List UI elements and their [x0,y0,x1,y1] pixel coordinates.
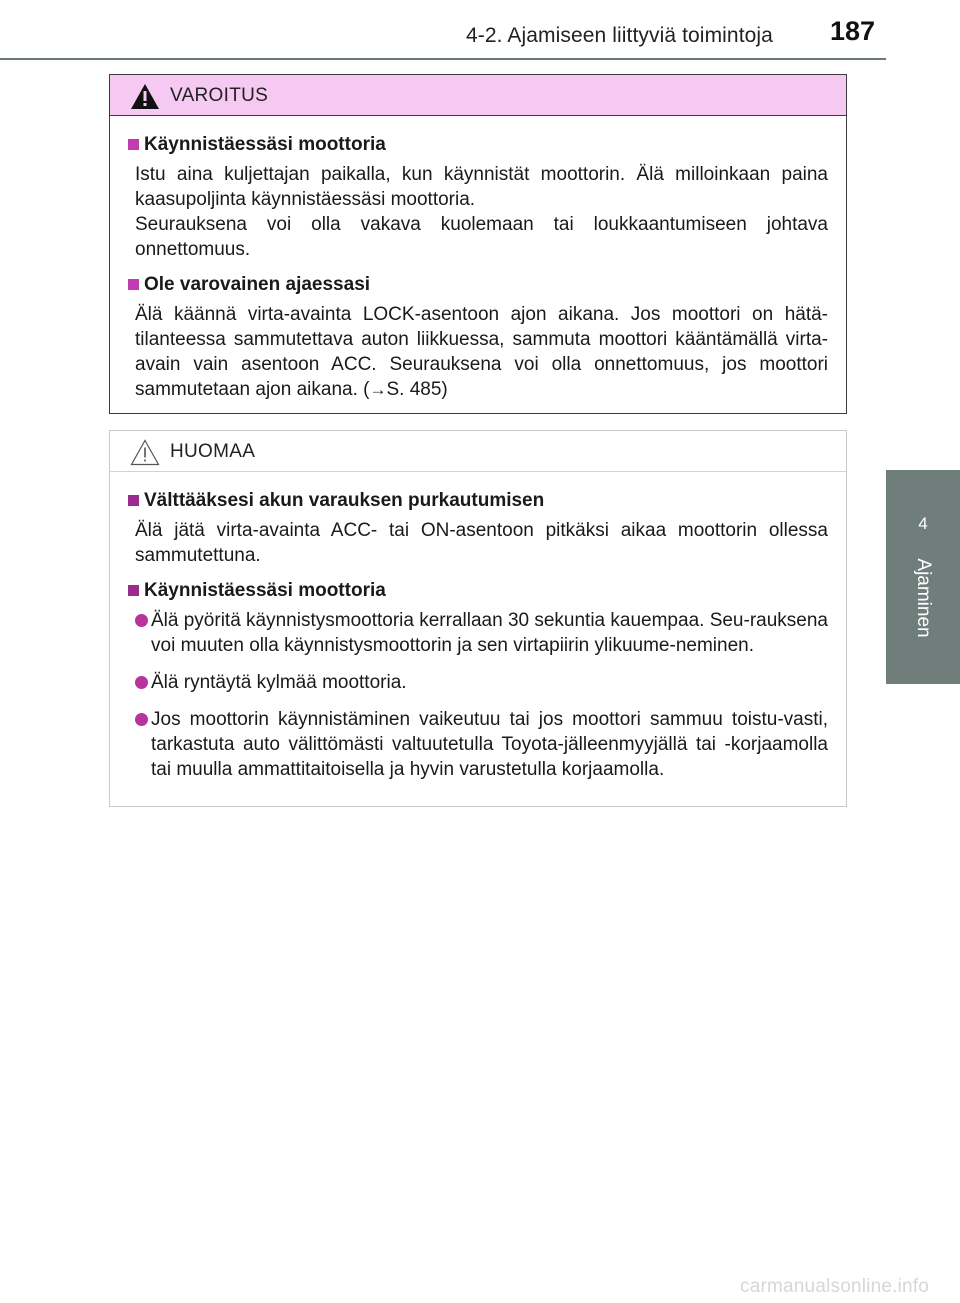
paragraph: Istu aina kuljettajan paikalla, kun käynnistät moottorin. Älä milloinkaan paina kaasupoljinta käynnistäessäsi moottoria. [135,164,828,210]
paragraph: Älä käännä virta-avainta LOCK-asentoon ajon aikana. Jos moottori on hätä-tilanteessa sammutettava auton liikkuessa, sammuta moottori kääntämällä virta-avain vain asentoon ACC. Seurauksena voi olla onnettomuus, jos moottori sammutetaan ajon aikana. (→S. 485) [135,304,828,400]
caution-triangle-icon [130,439,160,466]
round-bullet-icon [135,614,148,627]
list-item: Älä ryntäytä kylmää moottoria. [128,670,828,695]
warning-section [128,272,828,402]
notice-header [110,431,846,472]
notice-box [109,430,847,807]
notice-heading: HUOMAA [170,441,256,462]
list-item: Älä pyöritä käynnistysmoottoria kerrallaan 30 sekuntia kauempaa. Seu-rauksena voi muuten olla käynnistysmoottorin ja sen virtapiirin ylikuume-neminen. [128,608,828,658]
round-bullet-icon [135,676,148,689]
chapter-tab[interactable] [886,470,960,684]
chapter-label: Ajaminen [913,558,934,638]
section-heading: Välttääksesi akun varauksen purkautumisen [144,490,545,511]
section-heading: Käynnistäessäsi moottoria [144,580,386,601]
paragraph: Seurauksena voi olla vakava kuolemaan tai loukkaantumiseen johtava onnettomuus. [135,214,828,260]
section-title: 4-2. Ajamiseen liittyviä toimintoja [466,24,773,47]
warning-heading: VAROITUS [170,85,269,106]
paragraph: Älä jätä virta-avainta ACC- tai ON-asentoon pitkäksi aikaa moottorin ollessa sammutettuna. [135,520,828,566]
page-reference-link[interactable]: S. 485) [386,379,448,400]
watermark: carmanualsonline.info [740,1276,930,1297]
warning-box [109,74,847,414]
warning-section [128,132,828,262]
header-divider [0,58,886,60]
page-number: 187 [830,16,876,46]
round-bullet-icon [135,713,148,726]
square-bullet-icon [128,585,139,596]
notice-section [128,488,828,568]
square-bullet-icon [128,495,139,506]
section-heading: Käynnistäessäsi moottoria [144,134,386,155]
square-bullet-icon [128,279,139,290]
warning-header [110,75,846,116]
chapter-number: 4 [918,514,928,533]
list-item: Jos moottorin käynnistäminen vaikeutuu tai jos moottori sammuu toistu-vasti, tarkastuta auto välittömästi valtuutetulla Toyota-jälleenmyyjällä tai -korjaamolla tai muulla ammattitaitoisella ja hyvin varustetulla korjaamolla. [128,707,828,782]
arrow-right-icon: → [369,380,387,399]
notice-section [128,578,828,782]
square-bullet-icon [128,139,139,150]
warning-triangle-icon [130,83,160,110]
section-heading: Ole varovainen ajaessasi [144,274,371,295]
